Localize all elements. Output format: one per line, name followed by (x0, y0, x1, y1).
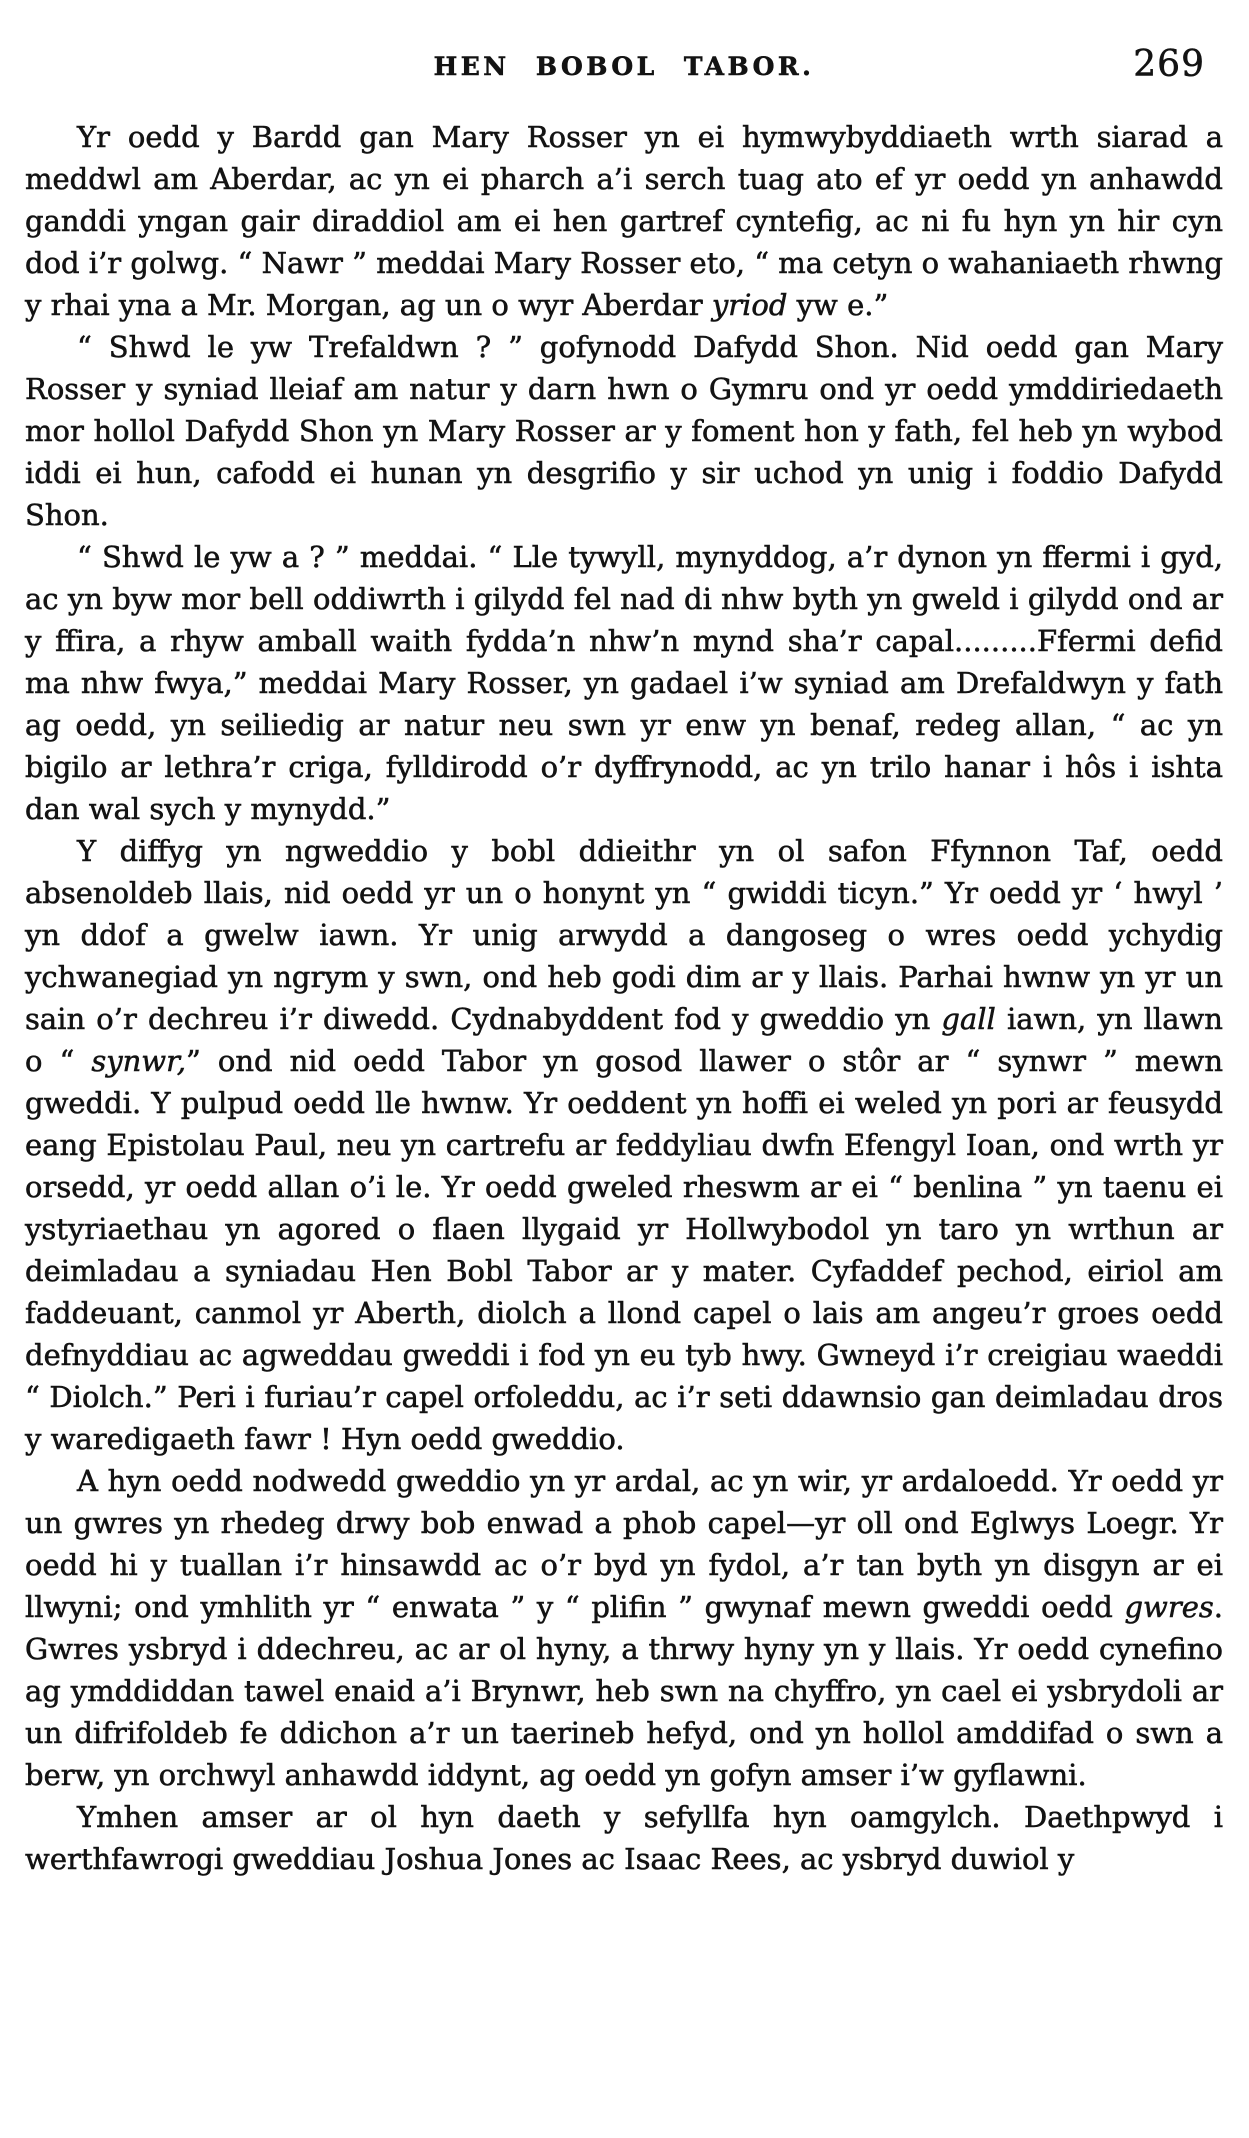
page-header (25, 44, 1223, 92)
paragraph-2 (25, 326, 1223, 536)
paragraph-3 (25, 536, 1223, 830)
italic-word-gwres: gwres (1124, 1590, 1214, 1624)
paragraph-1-text: Yr oedd y Bardd gan Mary Rosser yn ei hymwybyddiaeth wrth siarad a meddwl am Aberdar, ac yn ei pharch a’i serch tuag ato ef yr oedd yn anhawdd ganddi yngan gair diraddiol am ei hen gartref cyntefig, ac ni fu hyn yn hir cyn dod i’r golwg. “ Nawr ” meddai Mary Rosser eto, “ ma cetyn o wahaniaeth rhwng y rhai yna a Mr. Morgan, ag un o wyr Aberdar (25, 120, 1223, 322)
paragraph-6 (25, 1796, 1223, 1880)
italic-word-gall: gall (941, 1002, 996, 1036)
paragraph-2-text: “ Shwd le yw Trefaldwn ? ” gofynodd Dafydd Shon. Nid oedd gan Mary Rosser y syniad lleiaf am natur y darn hwn o Gymru ond yr oedd ymddiriedaeth mor hollol Dafydd Shon yn Mary Rosser ar y foment hon y fath, fel heb yn wybod iddi ei hun, cafodd ei hunan yn desgrifio y sir uchod yn unig i foddio Dafydd Shon. (25, 330, 1223, 532)
paragraph-5-text-end: . Gwres ysbryd i ddechreu, ac ar ol hyny, a thrwy hyny yn y llais. Yr oedd cynefino ag ymddiddan tawel enaid a’i Brynwr, heb swn na chyffro, yn cael ei ysbrydoli ar un difrifoldeb fe ddichon a’r un taerineb hefyd, ond yn hollol amddifad o swn a berw, yn orchwyl anhawdd iddynt, ag oedd yn gofyn amser i’w gyflawni. (25, 1590, 1223, 1792)
paragraph-3-text: “ Shwd le yw a ? ” meddai. “ Lle tywyll, mynyddog, a’r dynon yn ffermi i gyd, ac yn byw mor bell oddiwrth i gilydd fel nad di nhw byth yn gweld i gilydd ond ar y ffira, a rhyw amball waith fydda’n nhw’n mynd sha’r capal.........Ffermi defid ma nhw fwya,” meddai Mary Rosser, yn gadael i’w syniad am Drefaldwyn y fath ag oedd, yn seiliedig ar natur neu swn yr enw yn benaf, redeg allan, “ ac yn bigilo ar lethra’r criga, fylldirodd o’r dyffrynodd, ac yn trilo hanar i hôs i ishta dan wal sych y mynydd.” (25, 540, 1223, 826)
paragraph-5 (25, 1460, 1223, 1796)
paragraph-1-text-end: yw e.” (787, 288, 889, 322)
italic-word-yriod: yriod (711, 288, 788, 322)
paragraph-1 (25, 116, 1223, 326)
running-title: HEN BOBOL TABOR. (433, 52, 815, 81)
page-number: 269 (1133, 44, 1205, 85)
paragraph-4 (25, 830, 1223, 1460)
paragraph-6-text: Ymhen amser ar ol hyn daeth y sefyllfa hyn oamgylch. Daethpwyd i werthfawrogi gweddiau Joshua Jones ac Isaac Rees, ac ysbryd duwiol y (25, 1800, 1223, 1876)
italic-word-synwr: synwr, (91, 1044, 187, 1078)
paragraph-5-text: A hyn oedd nodwedd gweddio yn yr ardal, ac yn wir, yr ardaloedd. Yr oedd yr un gwres yn rhedeg drwy bob enwad a phob capel—yr oll ond Eglwys Loegr. Yr oedd hi y tuallan i’r hinsawdd ac o’r byd yn fydol, a’r tan byth yn disgyn ar ei llwyni; ond ymhlith yr “ enwata ” y “ plifin ” gwynaf mewn gweddi oedd (25, 1464, 1223, 1624)
body-text (25, 116, 1223, 1880)
paragraph-4-text-mid: iawn, yn llawn o “ (25, 1002, 1223, 1078)
paragraph-4-text: Y diffyg yn ngweddio y bobl ddieithr yn ol safon Ffynnon Taf, oedd absenoldeb llais, nid oedd yr un o honynt yn “ gwiddi ticyn.” Yr oedd yr ‘ hwyl ’ yn ddof a gwelw iawn. Yr unig arwydd a dangoseg o wres oedd ychydig ychwanegiad yn ngrym y swn, ond heb godi dim ar y llais. Parhai hwnw yn yr un sain o’r dechreu i’r diwedd. Cydnabyddent fod y gweddio yn (25, 834, 1223, 1036)
paragraph-4-text-end: ” ond nid oedd Tabor yn gosod llawer o stôr ar “ synwr ” mewn gweddi. Y pulpud oedd lle hwnw. Yr oeddent yn hoffi ei weled yn pori ar feusydd eang Epistolau Paul, neu yn cartrefu ar feddyliau dwfn Efengyl Ioan, ond wrth yr orsedd, yr oedd allan o’i le. Yr oedd gweled rheswm ar ei “ benlina ” yn taenu ei ystyriaethau yn agored o flaen llygaid yr Hollwybodol yn taro yn wrthun ar deimladau a syniadau Hen Bobl Tabor ar y mater. Cyfaddef pechod, eiriol am faddeuant, canmol yr Aberth, diolch a llond capel o lais am angeu’r groes oedd defnyddiau ac agweddau gweddi i fod yn eu tyb hwy. Gwneyd i’r creigiau waeddi “ Diolch.” Peri i furiau’r capel orfoleddu, ac i’r seti ddawnsio gan deimladau dros y waredigaeth fawr ! Hyn oedd gweddio. (25, 1044, 1223, 1456)
